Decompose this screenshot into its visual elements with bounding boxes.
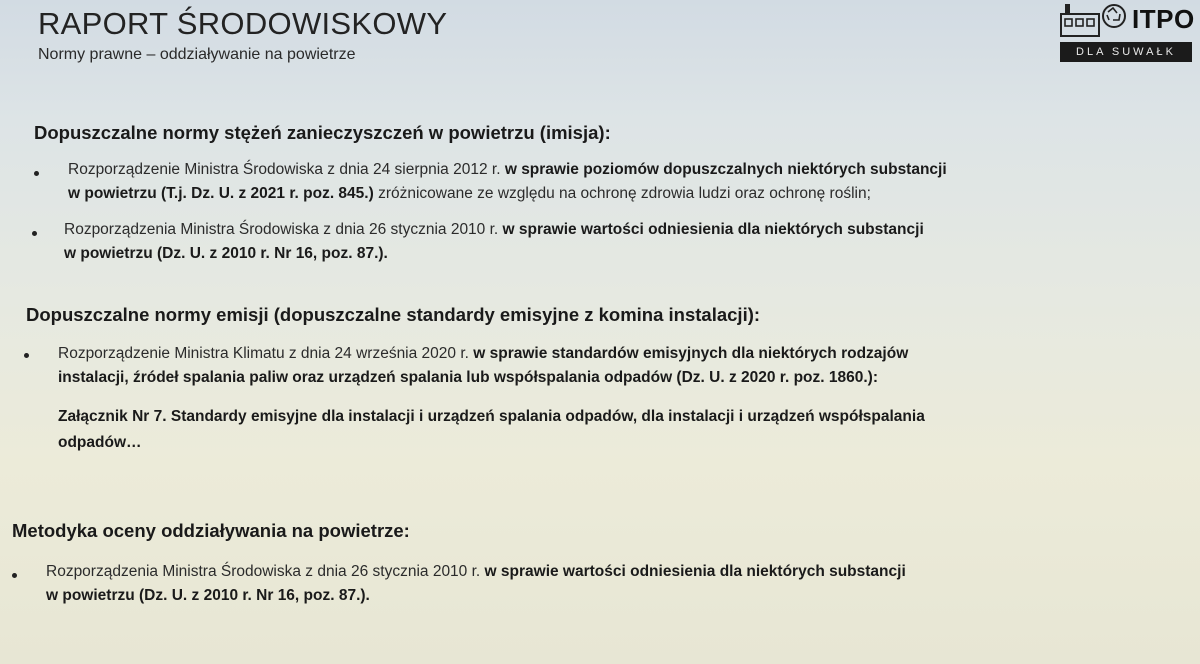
regulation-citation: w powietrzu (Dz. U. z 2010 r. Nr 16, poz. 87.). [64,245,388,262]
list-item-emisja-1 [58,342,908,390]
regulation-citation: instalacji, źródeł spalania paliw oraz urządzeń spalania lub współspalania odpadów (Dz. U. z 2020 r. poz. 1860.): [58,369,878,386]
annex-line-1: Załącznik Nr 7. Standardy emisyjne dla instalacji i urządzeń spalania odpadów, dla instalacji i urządzeń współspalania [58,408,925,425]
itpo-logo [1060,2,1195,64]
section-heading-imisja: Dopuszczalne normy stężeń zanieczyszczeń w powietrzu (imisja): [34,122,611,143]
bullet-dot [12,573,17,578]
regulation-title: w sprawie wartości odniesienia dla niektórych substancji [502,221,924,238]
section-heading-metodyka: Metodyka oceny oddziaływania na powietrze: [12,520,410,541]
bullet-dot [34,171,39,176]
list-item-imisja-1 [68,158,947,206]
regulation-note: zróżnicowane ze względu na ochronę zdrowia ludzi oraz ochronę roślin; [373,185,871,202]
regulation-text: Rozporządzenie Ministra Środowiska z dnia 24 sierpnia 2012 r. [68,161,505,178]
logo-name: ITPO [1132,4,1195,34]
list-item-imisja-2 [64,218,924,266]
regulation-title: w sprawie wartości odniesienia dla niektórych substancji [484,563,906,580]
regulation-text: Rozporządzenia Ministra Środowiska z dnia 26 stycznia 2010 r. [46,563,485,580]
slide-title: RAPORT ŚRODOWISKOWY [38,6,448,41]
regulation-text: Rozporządzenie Ministra Klimatu z dnia 24 września 2020 r. [58,345,474,362]
regulation-title: w sprawie poziomów dopuszczalnych niektórych substancji [504,161,947,178]
section-heading-emisja: Dopuszczalne normy emisji (dopuszczalne standardy emisyjne z komina instalacji): [26,304,761,325]
regulation-citation: w powietrzu (T.j. Dz. U. z 2021 r. poz. 845.) [68,185,374,202]
factory-recycle-icon [1060,2,1128,38]
slide-subtitle: Normy prawne – oddziaływanie na powietrze [38,46,356,63]
list-item-metodyka-1 [46,560,906,608]
bullet-dot [24,353,29,358]
annex-reference [58,404,925,456]
bullet-dot [32,231,37,236]
annex-line-2: odpadów… [58,434,142,451]
regulation-title: w sprawie standardów emisyjnych dla niektórych rodzajów [473,345,909,362]
logo-tagline: DLA SUWAŁK [1060,42,1192,62]
regulation-text: Rozporządzenia Ministra Środowiska z dnia 26 stycznia 2010 r. [64,221,503,238]
regulation-citation: w powietrzu (Dz. U. z 2010 r. Nr 16, poz. 87.). [46,587,370,604]
